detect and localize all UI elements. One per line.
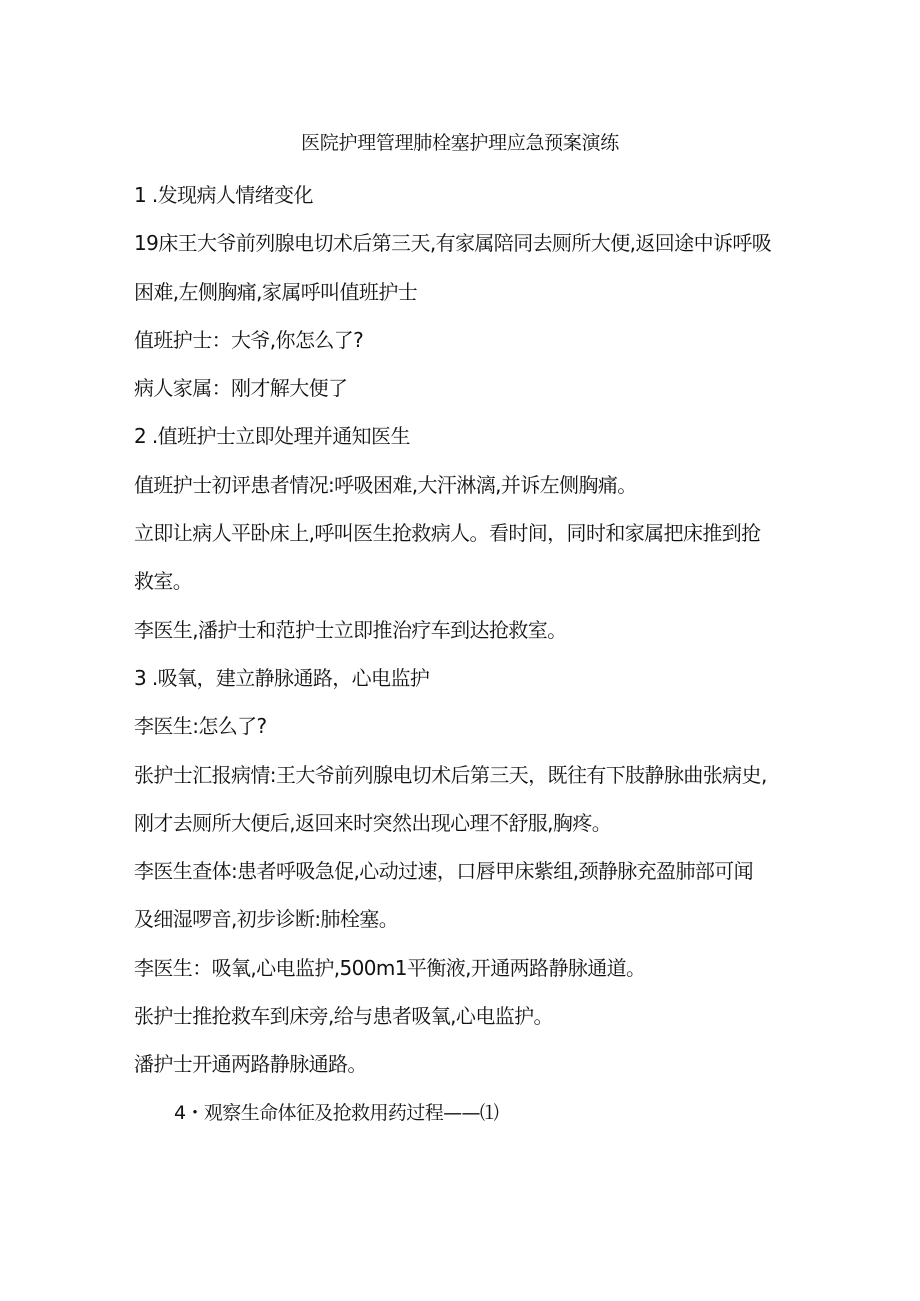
- paragraph-line: 19床王大爷前列腺电切术后第三天,有家属陪同去厕所大便,返回途中诉呼吸: [134, 231, 772, 256]
- dialogue-line: 病人家属：刚才解大便了: [134, 376, 348, 401]
- paragraph-line: 及细湿啰音,初步诊断:肺栓塞。: [134, 907, 399, 932]
- paragraph-line: 张护士汇报病情:王大爷前列腺电切术后第三天，既往有下肢静脉曲张病史,: [134, 762, 767, 787]
- paragraph-line: 立即让病人平卧床上,呼叫医生抢救病人。看时间，同时和家属把床推到抢: [134, 521, 761, 546]
- dialogue-line: 李医生：吸氧,心电监护,500m1平衡液,开通两路静脉通道。: [134, 955, 646, 980]
- paragraph-line: 李医生查体:患者呼吸急促,心动过速，口唇甲床紫组,颈静脉充盈肺部可闻: [134, 859, 754, 884]
- section-heading-4: 4・观察生命体征及抢救用药过程——⑴: [174, 1101, 499, 1124]
- paragraph-line: 值班护士初评患者情况:呼吸困难,大汗淋漓,并诉左侧胸痛。: [134, 472, 637, 497]
- document-body: [134, 171, 814, 1137]
- section-heading-1: 1 .发现病人情绪变化: [134, 183, 313, 207]
- paragraph-line: 救室。: [134, 569, 193, 594]
- dialogue-line: 值班护士：大爷,你怎么了?: [134, 327, 364, 352]
- dialogue-line: 李医生:怎么了?: [134, 714, 267, 739]
- section-heading-2: 2 .值班护士立即处理并通知医生: [134, 424, 410, 449]
- paragraph-line: 潘护士开通两路静脉通路。: [134, 1052, 367, 1077]
- paragraph-line: 困难,左侧胸痛,家属呼叫值班护士: [134, 279, 418, 304]
- paragraph-line: 张护士推抢救车到床旁,给与患者吸氧,心电监护。: [134, 1004, 553, 1029]
- paragraph-line: 李医生,潘护士和范护士立即推治疗车到达抢救室。: [134, 617, 567, 642]
- paragraph-line: 刚才去厕所大便后,返回来时突然出现心理不舒服,胸疼。: [134, 810, 612, 835]
- section-heading-3: 3 .吸氧，建立静脉通路，心电监护: [134, 665, 430, 690]
- document-title: 医院护理管理肺栓塞护理应急预案演练: [301, 132, 619, 154]
